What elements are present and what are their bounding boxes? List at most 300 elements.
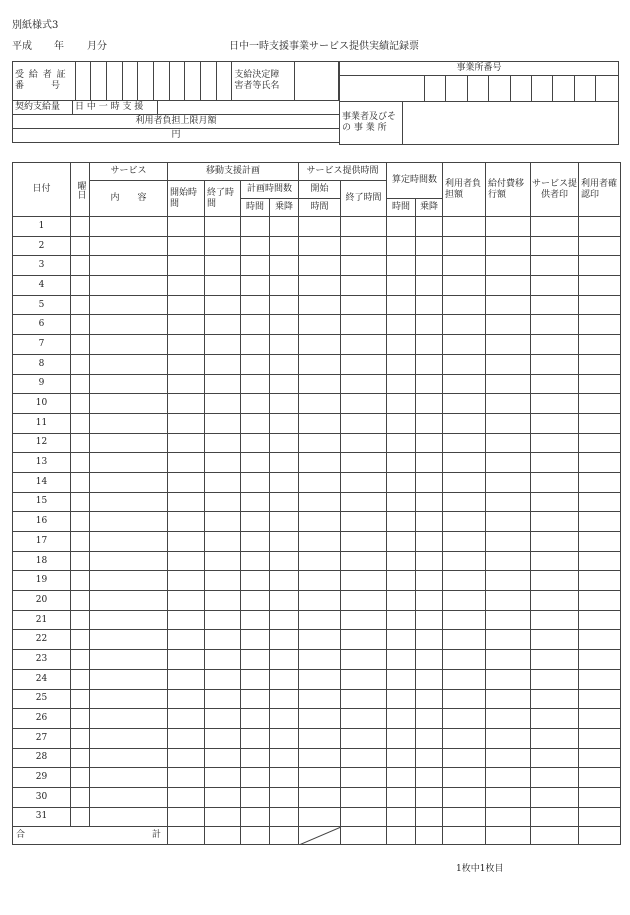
plan-boarding-cell[interactable] (270, 571, 299, 591)
day-of-week-cell[interactable] (71, 217, 90, 237)
user-seal-cell[interactable] (579, 689, 621, 709)
start-time-cell[interactable] (168, 768, 205, 788)
benefit-cell[interactable] (486, 768, 531, 788)
calc-boarding-cell[interactable] (416, 689, 443, 709)
calc-boarding-cell[interactable] (416, 217, 443, 237)
user-seal-cell[interactable] (579, 354, 621, 374)
plan-hours-cell[interactable] (241, 236, 270, 256)
user-burden-cell[interactable] (443, 591, 486, 611)
day-of-week-cell[interactable] (71, 236, 90, 256)
day-of-week-cell[interactable] (71, 295, 90, 315)
user-seal-cell[interactable] (579, 551, 621, 571)
plan-boarding-cell[interactable] (270, 551, 299, 571)
user-burden-cell[interactable] (443, 768, 486, 788)
day-of-week-cell[interactable] (71, 335, 90, 355)
benefit-cell[interactable] (486, 354, 531, 374)
user-burden-cell[interactable] (443, 571, 486, 591)
plan-boarding-cell[interactable] (270, 689, 299, 709)
provider-seal-cell[interactable] (531, 748, 579, 768)
contract-amount-field[interactable] (158, 101, 340, 115)
calc-boarding-cell[interactable] (416, 335, 443, 355)
user-seal-cell[interactable] (579, 630, 621, 650)
calc-boarding-cell[interactable] (416, 512, 443, 532)
benefit-cell[interactable] (486, 295, 531, 315)
user-burden-cell[interactable] (443, 413, 486, 433)
plan-boarding-cell[interactable] (270, 433, 299, 453)
end-time-cell[interactable] (205, 728, 241, 748)
service-content-cell[interactable] (90, 374, 168, 394)
user-seal-cell[interactable] (579, 295, 621, 315)
end-time-cell[interactable] (205, 276, 241, 296)
service-content-cell[interactable] (90, 610, 168, 630)
start-time-cell[interactable] (168, 650, 205, 670)
benefit-cell[interactable] (486, 571, 531, 591)
provider-seal-cell[interactable] (531, 728, 579, 748)
total-calc-hours[interactable] (387, 827, 416, 845)
start-time-cell[interactable] (168, 236, 205, 256)
service-end-cell[interactable] (341, 512, 387, 532)
user-burden-cell[interactable] (443, 709, 486, 729)
service-end-cell[interactable] (341, 433, 387, 453)
calc-hours-cell[interactable] (387, 807, 416, 827)
user-seal-cell[interactable] (579, 787, 621, 807)
end-time-cell[interactable] (205, 217, 241, 237)
end-time-cell[interactable] (205, 551, 241, 571)
end-time-cell[interactable] (205, 492, 241, 512)
plan-hours-cell[interactable] (241, 295, 270, 315)
service-content-cell[interactable] (90, 394, 168, 414)
service-start-cell[interactable] (299, 787, 341, 807)
benefit-cell[interactable] (486, 472, 531, 492)
calc-hours-cell[interactable] (387, 394, 416, 414)
provider-seal-cell[interactable] (531, 571, 579, 591)
user-seal-cell[interactable] (579, 669, 621, 689)
total-plan-hours[interactable] (241, 827, 270, 845)
calc-hours-cell[interactable] (387, 256, 416, 276)
payee-name-field[interactable] (295, 62, 339, 101)
end-time-cell[interactable] (205, 669, 241, 689)
recipient-no-digit[interactable] (122, 62, 138, 101)
calc-boarding-cell[interactable] (416, 630, 443, 650)
service-content-cell[interactable] (90, 650, 168, 670)
day-of-week-cell[interactable] (71, 591, 90, 611)
office-no-digit[interactable] (574, 76, 595, 102)
service-content-cell[interactable] (90, 217, 168, 237)
service-end-cell[interactable] (341, 532, 387, 552)
plan-hours-cell[interactable] (241, 512, 270, 532)
user-burden-cell[interactable] (443, 256, 486, 276)
calc-boarding-cell[interactable] (416, 787, 443, 807)
user-burden-cell[interactable] (443, 374, 486, 394)
plan-hours-cell[interactable] (241, 354, 270, 374)
total-service-end[interactable] (341, 827, 387, 845)
service-content-cell[interactable] (90, 236, 168, 256)
benefit-cell[interactable] (486, 276, 531, 296)
provider-seal-cell[interactable] (531, 315, 579, 335)
service-content-cell[interactable] (90, 315, 168, 335)
benefit-cell[interactable] (486, 650, 531, 670)
service-start-cell[interactable] (299, 492, 341, 512)
user-burden-cell[interactable] (443, 532, 486, 552)
calc-boarding-cell[interactable] (416, 276, 443, 296)
user-burden-cell[interactable] (443, 453, 486, 473)
end-time-cell[interactable] (205, 256, 241, 276)
plan-hours-cell[interactable] (241, 492, 270, 512)
user-burden-cell[interactable] (443, 787, 486, 807)
user-seal-cell[interactable] (579, 610, 621, 630)
service-start-cell[interactable] (299, 650, 341, 670)
day-of-week-cell[interactable] (71, 748, 90, 768)
end-time-cell[interactable] (205, 610, 241, 630)
calc-boarding-cell[interactable] (416, 591, 443, 611)
plan-hours-cell[interactable] (241, 315, 270, 335)
service-content-cell[interactable] (90, 571, 168, 591)
total-end-time[interactable] (205, 827, 241, 845)
service-end-cell[interactable] (341, 807, 387, 827)
plan-hours-cell[interactable] (241, 689, 270, 709)
benefit-cell[interactable] (486, 492, 531, 512)
end-time-cell[interactable] (205, 413, 241, 433)
benefit-cell[interactable] (486, 453, 531, 473)
provider-seal-cell[interactable] (531, 217, 579, 237)
user-seal-cell[interactable] (579, 276, 621, 296)
user-seal-cell[interactable] (579, 453, 621, 473)
calc-boarding-cell[interactable] (416, 709, 443, 729)
plan-hours-cell[interactable] (241, 610, 270, 630)
user-seal-cell[interactable] (579, 728, 621, 748)
day-of-week-cell[interactable] (71, 650, 90, 670)
user-seal-cell[interactable] (579, 413, 621, 433)
plan-boarding-cell[interactable] (270, 512, 299, 532)
total-user-burden[interactable] (443, 827, 486, 845)
service-start-cell[interactable] (299, 591, 341, 611)
recipient-no-digit[interactable] (201, 62, 217, 101)
user-seal-cell[interactable] (579, 236, 621, 256)
office-no-digit[interactable] (446, 76, 467, 102)
end-time-cell[interactable] (205, 453, 241, 473)
plan-hours-cell[interactable] (241, 276, 270, 296)
plan-boarding-cell[interactable] (270, 728, 299, 748)
calc-hours-cell[interactable] (387, 472, 416, 492)
service-end-cell[interactable] (341, 630, 387, 650)
end-time-cell[interactable] (205, 354, 241, 374)
office-no-digit[interactable] (553, 76, 574, 102)
service-end-cell[interactable] (341, 374, 387, 394)
service-end-cell[interactable] (341, 276, 387, 296)
office-no-digit[interactable] (489, 76, 510, 102)
benefit-cell[interactable] (486, 669, 531, 689)
start-time-cell[interactable] (168, 256, 205, 276)
service-start-cell[interactable] (299, 728, 341, 748)
user-burden-cell[interactable] (443, 315, 486, 335)
service-content-cell[interactable] (90, 276, 168, 296)
user-burden-cell[interactable] (443, 512, 486, 532)
service-content-cell[interactable] (90, 295, 168, 315)
calc-boarding-cell[interactable] (416, 394, 443, 414)
user-seal-cell[interactable] (579, 433, 621, 453)
calc-boarding-cell[interactable] (416, 728, 443, 748)
calc-boarding-cell[interactable] (416, 413, 443, 433)
end-time-cell[interactable] (205, 650, 241, 670)
service-content-cell[interactable] (90, 335, 168, 355)
start-time-cell[interactable] (168, 807, 205, 827)
start-time-cell[interactable] (168, 512, 205, 532)
user-seal-cell[interactable] (579, 591, 621, 611)
calc-boarding-cell[interactable] (416, 571, 443, 591)
service-start-cell[interactable] (299, 236, 341, 256)
recipient-no-digit[interactable] (185, 62, 201, 101)
calc-hours-cell[interactable] (387, 512, 416, 532)
service-content-cell[interactable] (90, 709, 168, 729)
plan-boarding-cell[interactable] (270, 492, 299, 512)
end-time-cell[interactable] (205, 295, 241, 315)
start-time-cell[interactable] (168, 374, 205, 394)
day-of-week-cell[interactable] (71, 453, 90, 473)
day-of-week-cell[interactable] (71, 630, 90, 650)
service-content-cell[interactable] (90, 256, 168, 276)
plan-boarding-cell[interactable] (270, 591, 299, 611)
recipient-no-digit[interactable] (216, 62, 232, 101)
service-content-cell[interactable] (90, 512, 168, 532)
calc-hours-cell[interactable] (387, 532, 416, 552)
day-of-week-cell[interactable] (71, 610, 90, 630)
calc-hours-cell[interactable] (387, 413, 416, 433)
user-burden-cell[interactable] (443, 748, 486, 768)
day-of-week-cell[interactable] (71, 689, 90, 709)
service-end-cell[interactable] (341, 295, 387, 315)
day-of-week-cell[interactable] (71, 394, 90, 414)
plan-hours-cell[interactable] (241, 472, 270, 492)
recipient-no-digit[interactable] (91, 62, 107, 101)
service-content-cell[interactable] (90, 492, 168, 512)
end-time-cell[interactable] (205, 591, 241, 611)
service-start-cell[interactable] (299, 394, 341, 414)
service-start-cell[interactable] (299, 217, 341, 237)
plan-boarding-cell[interactable] (270, 315, 299, 335)
service-start-cell[interactable] (299, 335, 341, 355)
end-time-cell[interactable] (205, 571, 241, 591)
office-name-field[interactable] (403, 102, 619, 145)
calc-hours-cell[interactable] (387, 315, 416, 335)
plan-hours-cell[interactable] (241, 453, 270, 473)
calc-boarding-cell[interactable] (416, 433, 443, 453)
provider-seal-cell[interactable] (531, 532, 579, 552)
total-benefit[interactable] (486, 827, 531, 845)
benefit-cell[interactable] (486, 709, 531, 729)
calc-hours-cell[interactable] (387, 709, 416, 729)
total-plan-boarding[interactable] (270, 827, 299, 845)
provider-seal-cell[interactable] (531, 650, 579, 670)
office-no-digit[interactable] (510, 76, 531, 102)
start-time-cell[interactable] (168, 217, 205, 237)
calc-boarding-cell[interactable] (416, 315, 443, 335)
provider-seal-cell[interactable] (531, 394, 579, 414)
user-burden-cell[interactable] (443, 295, 486, 315)
plan-boarding-cell[interactable] (270, 650, 299, 670)
end-time-cell[interactable] (205, 472, 241, 492)
service-end-cell[interactable] (341, 551, 387, 571)
end-time-cell[interactable] (205, 689, 241, 709)
plan-boarding-cell[interactable] (270, 768, 299, 788)
day-of-week-cell[interactable] (71, 256, 90, 276)
service-content-cell[interactable] (90, 453, 168, 473)
plan-boarding-cell[interactable] (270, 394, 299, 414)
service-start-cell[interactable] (299, 276, 341, 296)
plan-boarding-cell[interactable] (270, 217, 299, 237)
user-burden-cell[interactable] (443, 728, 486, 748)
calc-hours-cell[interactable] (387, 571, 416, 591)
day-of-week-cell[interactable] (71, 512, 90, 532)
provider-seal-cell[interactable] (531, 709, 579, 729)
provider-seal-cell[interactable] (531, 512, 579, 532)
start-time-cell[interactable] (168, 689, 205, 709)
day-of-week-cell[interactable] (71, 413, 90, 433)
plan-hours-cell[interactable] (241, 551, 270, 571)
plan-boarding-cell[interactable] (270, 295, 299, 315)
service-content-cell[interactable] (90, 472, 168, 492)
plan-boarding-cell[interactable] (270, 374, 299, 394)
office-no-digit[interactable] (596, 76, 619, 102)
start-time-cell[interactable] (168, 433, 205, 453)
service-start-cell[interactable] (299, 551, 341, 571)
benefit-cell[interactable] (486, 532, 531, 552)
user-burden-cell[interactable] (443, 492, 486, 512)
office-no-digit[interactable] (531, 76, 552, 102)
service-end-cell[interactable] (341, 354, 387, 374)
user-seal-cell[interactable] (579, 335, 621, 355)
calc-hours-cell[interactable] (387, 354, 416, 374)
recipient-no-digit[interactable] (154, 62, 170, 101)
provider-seal-cell[interactable] (531, 374, 579, 394)
user-seal-cell[interactable] (579, 315, 621, 335)
service-start-cell[interactable] (299, 748, 341, 768)
service-start-cell[interactable] (299, 413, 341, 433)
service-end-cell[interactable] (341, 256, 387, 276)
benefit-cell[interactable] (486, 335, 531, 355)
start-time-cell[interactable] (168, 571, 205, 591)
service-end-cell[interactable] (341, 315, 387, 335)
service-content-cell[interactable] (90, 669, 168, 689)
service-end-cell[interactable] (341, 689, 387, 709)
plan-boarding-cell[interactable] (270, 669, 299, 689)
user-seal-cell[interactable] (579, 512, 621, 532)
service-start-cell[interactable] (299, 571, 341, 591)
plan-hours-cell[interactable] (241, 768, 270, 788)
provider-seal-cell[interactable] (531, 354, 579, 374)
start-time-cell[interactable] (168, 591, 205, 611)
calc-boarding-cell[interactable] (416, 295, 443, 315)
plan-hours-cell[interactable] (241, 709, 270, 729)
service-start-cell[interactable] (299, 768, 341, 788)
day-of-week-cell[interactable] (71, 807, 90, 827)
plan-hours-cell[interactable] (241, 217, 270, 237)
plan-boarding-cell[interactable] (270, 532, 299, 552)
start-time-cell[interactable] (168, 669, 205, 689)
calc-hours-cell[interactable] (387, 650, 416, 670)
user-seal-cell[interactable] (579, 571, 621, 591)
benefit-cell[interactable] (486, 256, 531, 276)
day-of-week-cell[interactable] (71, 571, 90, 591)
service-start-cell[interactable] (299, 354, 341, 374)
plan-hours-cell[interactable] (241, 630, 270, 650)
user-seal-cell[interactable] (579, 532, 621, 552)
start-time-cell[interactable] (168, 295, 205, 315)
calc-boarding-cell[interactable] (416, 236, 443, 256)
service-content-cell[interactable] (90, 413, 168, 433)
recipient-no-digit[interactable] (75, 62, 91, 101)
calc-boarding-cell[interactable] (416, 256, 443, 276)
start-time-cell[interactable] (168, 453, 205, 473)
day-of-week-cell[interactable] (71, 374, 90, 394)
end-time-cell[interactable] (205, 787, 241, 807)
calc-hours-cell[interactable] (387, 748, 416, 768)
start-time-cell[interactable] (168, 532, 205, 552)
service-start-cell[interactable] (299, 512, 341, 532)
service-end-cell[interactable] (341, 335, 387, 355)
plan-boarding-cell[interactable] (270, 630, 299, 650)
recipient-no-digit[interactable] (169, 62, 185, 101)
day-of-week-cell[interactable] (71, 669, 90, 689)
day-of-week-cell[interactable] (71, 315, 90, 335)
calc-hours-cell[interactable] (387, 551, 416, 571)
plan-boarding-cell[interactable] (270, 807, 299, 827)
plan-boarding-cell[interactable] (270, 354, 299, 374)
total-start-time[interactable] (168, 827, 205, 845)
calc-hours-cell[interactable] (387, 492, 416, 512)
start-time-cell[interactable] (168, 335, 205, 355)
calc-hours-cell[interactable] (387, 669, 416, 689)
user-seal-cell[interactable] (579, 807, 621, 827)
calc-boarding-cell[interactable] (416, 610, 443, 630)
provider-seal-cell[interactable] (531, 610, 579, 630)
service-content-cell[interactable] (90, 532, 168, 552)
user-seal-cell[interactable] (579, 394, 621, 414)
calc-boarding-cell[interactable] (416, 669, 443, 689)
service-start-cell[interactable] (299, 807, 341, 827)
provider-seal-cell[interactable] (531, 276, 579, 296)
end-time-cell[interactable] (205, 374, 241, 394)
service-content-cell[interactable] (90, 630, 168, 650)
provider-seal-cell[interactable] (531, 295, 579, 315)
service-content-cell[interactable] (90, 354, 168, 374)
day-of-week-cell[interactable] (71, 472, 90, 492)
plan-boarding-cell[interactable] (270, 236, 299, 256)
service-end-cell[interactable] (341, 650, 387, 670)
calc-boarding-cell[interactable] (416, 532, 443, 552)
day-of-week-cell[interactable] (71, 532, 90, 552)
benefit-cell[interactable] (486, 394, 531, 414)
user-seal-cell[interactable] (579, 748, 621, 768)
service-start-cell[interactable] (299, 315, 341, 335)
service-content-cell[interactable] (90, 433, 168, 453)
provider-seal-cell[interactable] (531, 236, 579, 256)
user-burden-cell[interactable] (443, 807, 486, 827)
recipient-no-digit[interactable] (107, 62, 123, 101)
plan-boarding-cell[interactable] (270, 787, 299, 807)
user-burden-cell[interactable] (443, 630, 486, 650)
total-calc-boarding[interactable] (416, 827, 443, 845)
calc-hours-cell[interactable] (387, 433, 416, 453)
end-time-cell[interactable] (205, 315, 241, 335)
service-start-cell[interactable] (299, 709, 341, 729)
provider-seal-cell[interactable] (531, 787, 579, 807)
plan-hours-cell[interactable] (241, 807, 270, 827)
user-seal-cell[interactable] (579, 256, 621, 276)
service-end-cell[interactable] (341, 669, 387, 689)
calc-hours-cell[interactable] (387, 217, 416, 237)
service-end-cell[interactable] (341, 217, 387, 237)
start-time-cell[interactable] (168, 630, 205, 650)
